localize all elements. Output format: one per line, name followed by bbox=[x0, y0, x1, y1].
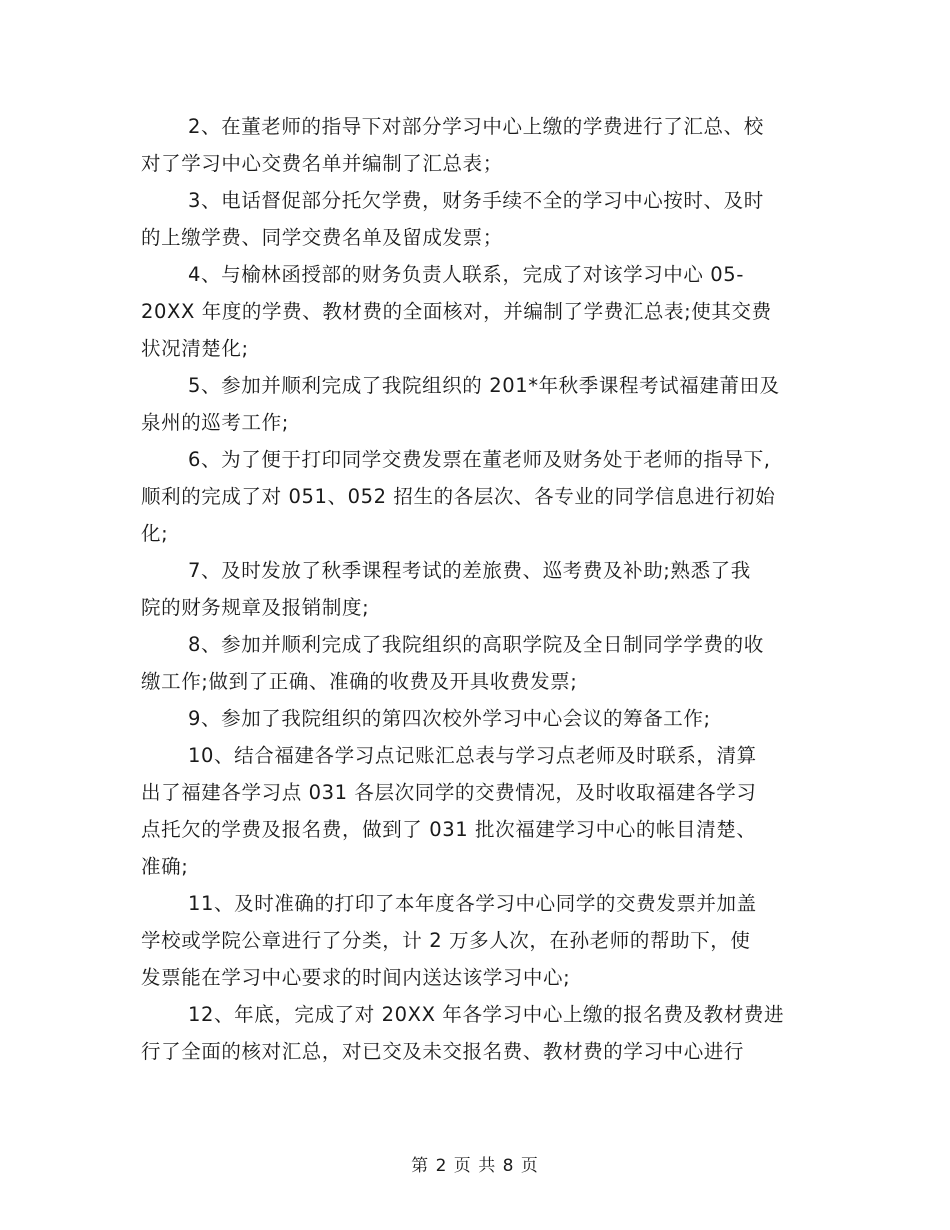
paragraph-line: 6、为了便于打印同学交费发票在董老师及财务处于老师的指导下, bbox=[188, 448, 771, 471]
paragraph-line: 7、及时发放了秋季课程考试的差旅费、巡考费及补助;熟悉了我 bbox=[188, 559, 751, 582]
page-number-footer: 第 2 页 共 8 页 bbox=[411, 1156, 539, 1176]
paragraph-line: 11、及时准确的打印了本年度各学习中心同学的交费发票并加盖 bbox=[188, 892, 757, 915]
paragraph-line: 发票能在学习中心要求的时间内送达该学习中心; bbox=[141, 966, 571, 989]
paragraph-line: 状况清楚化; bbox=[141, 337, 249, 360]
paragraph-line: 缴工作;做到了正确、准确的收费及开具收费发票; bbox=[141, 670, 578, 693]
paragraph-line: 化; bbox=[141, 522, 169, 545]
paragraph-line: 的上缴学费、同学交费名单及留成发票； bbox=[141, 226, 503, 249]
paragraph-line: 行了全面的核对汇总，对已交及未交报名费、教材费的学习中心进行 bbox=[141, 1040, 745, 1063]
paragraph-line: 20XX 年度的学费、教材费的全面核对，并编制了学费汇总表;使其交费 bbox=[141, 300, 772, 323]
paragraph-line: 4、与榆林函授部的财务负责人联系，完成了对该学习中心 05- bbox=[188, 263, 744, 286]
paragraph-line: 院的财务规章及报销制度; bbox=[141, 596, 370, 619]
paragraph-line: 5、参加并顺利完成了我院组织的 201*年秋季课程考试福建莆田及 bbox=[188, 374, 780, 397]
paragraph-line: 准确; bbox=[141, 855, 189, 878]
paragraph-line: 学校或学院公章进行了分类，计 2 万多人次，在孙老师的帮助下，使 bbox=[141, 929, 751, 952]
paragraph-line: 8、参加并顺利完成了我院组织的高职学院及全日制同学学费的收 bbox=[188, 633, 764, 656]
paragraph-line: 2、在董老师的指导下对部分学习中心上缴的学费进行了汇总、校 bbox=[188, 115, 764, 138]
paragraph-line: 顺利的完成了对 051、052 招生的各层次、各专业的同学信息进行初始 bbox=[141, 485, 776, 508]
paragraph-line: 对了学习中心交费名单并编制了汇总表； bbox=[141, 152, 503, 175]
paragraph-line: 点托欠的学费及报名费，做到了 031 批次福建学习中心的帐目清楚、 bbox=[141, 818, 757, 841]
paragraph-line: 12、年底，完成了对 20XX 年各学习中心上缴的报名费及教材费进 bbox=[188, 1003, 785, 1026]
paragraph-line: 出了福建各学习点 031 各层次同学的交费情况，及时收取福建各学习 bbox=[141, 781, 757, 804]
paragraph-line: 3、电话督促部分托欠学费，财务手续不全的学习中心按时、及时 bbox=[188, 189, 764, 212]
paragraph-line: 泉州的巡考工作; bbox=[141, 411, 289, 434]
paragraph-line: 10、结合福建各学习点记账汇总表与学习点老师及时联系，清算 bbox=[188, 744, 757, 767]
paragraph-line: 9、参加了我院组织的第四次校外学习中心会议的筹备工作; bbox=[188, 707, 711, 730]
